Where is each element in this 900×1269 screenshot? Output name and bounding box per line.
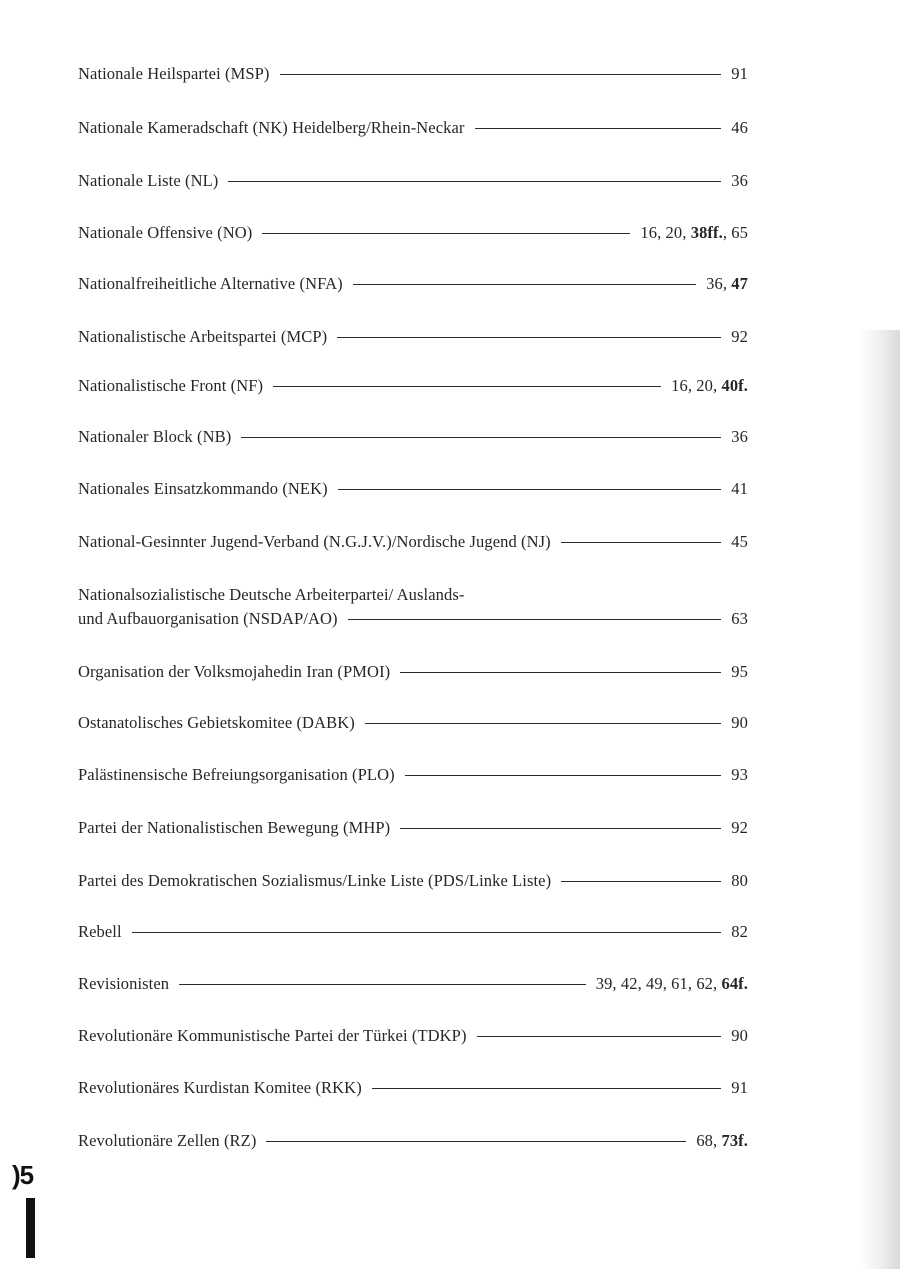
leader-line — [132, 932, 722, 933]
index-entry — [78, 272, 748, 296]
entry-pages: 93 — [731, 765, 748, 784]
entry-pages — [671, 374, 748, 398]
entry-pages: 36 — [731, 427, 748, 446]
entry-pages — [696, 1129, 748, 1153]
margin-bar — [26, 1198, 35, 1258]
entry-name: Nationale Liste (NL) — [78, 171, 219, 190]
entry-pages: 45 — [731, 532, 748, 551]
index-entry — [78, 583, 748, 631]
pages-regular: 16, 20, — [671, 376, 722, 395]
leader-line — [477, 1036, 722, 1037]
pages-regular: 68, — [696, 1131, 722, 1150]
entry-name: Nationales Einsatzkommando (NEK) — [78, 479, 328, 498]
index-entry — [78, 325, 748, 349]
leader-line — [365, 723, 721, 724]
leader-line — [475, 128, 722, 129]
pages-main-reference: 40f. — [721, 376, 748, 395]
entry-pages — [706, 272, 748, 296]
index-entry — [78, 530, 748, 554]
pages-regular: 36, — [706, 274, 732, 293]
entry-name: und Aufbauorganisation (NSDAP/AO) — [78, 609, 338, 628]
index-entry — [78, 972, 748, 996]
index-entry — [78, 221, 748, 245]
entry-name: Rebell — [78, 922, 122, 941]
leader-line — [348, 619, 722, 620]
index-entry — [78, 374, 748, 398]
index-entry — [78, 425, 748, 449]
leader-line — [280, 74, 722, 75]
leader-line — [561, 881, 721, 882]
entry-pages: 91 — [731, 64, 748, 83]
entry-name: Nationale Offensive (NO) — [78, 223, 253, 242]
entry-name: Nationalistische Front (NF) — [78, 376, 264, 395]
entry-pages: 36 — [731, 171, 748, 190]
index-entry — [78, 763, 748, 787]
pages-main-reference: 38ff. — [690, 223, 723, 242]
entry-name: Nationaler Block (NB) — [78, 427, 232, 446]
entry-pages: 95 — [731, 662, 748, 681]
entry-name: National-Gesinnter Jugend-Verband (N.G.J.V.)/Nordische Jugend (NJ) — [78, 532, 551, 551]
entry-name: Nationalistische Arbeitspartei (MCP) — [78, 327, 328, 346]
leader-line — [179, 984, 586, 985]
entry-pages: 41 — [731, 479, 748, 498]
pages-main-reference: 64f. — [721, 974, 748, 993]
leader-line — [400, 828, 721, 829]
entry-pages: 90 — [731, 1026, 748, 1045]
index-entry — [78, 869, 748, 893]
index-entry — [78, 711, 748, 735]
entry-name: Revolutionäres Kurdistan Komitee (RKK) — [78, 1078, 362, 1097]
entry-pages: 63 — [731, 609, 748, 628]
index-entry — [78, 116, 748, 140]
entry-pages — [596, 972, 748, 996]
entry-name: Partei der Nationalistischen Bewegung (MHP) — [78, 818, 391, 837]
index-entry — [78, 816, 748, 840]
entry-name: Revolutionäre Kommunistische Partei der Türkei (TDKP) — [78, 1026, 467, 1045]
entry-name: Palästinensische Befreiungsorganisation (PLO) — [78, 765, 395, 784]
leader-line — [337, 337, 721, 338]
index-entry — [78, 169, 748, 193]
entry-name: Revisionisten — [78, 974, 170, 993]
leader-line — [338, 489, 722, 490]
pages-main-reference: 47 — [731, 274, 748, 293]
entry-pages: 91 — [731, 1078, 748, 1097]
entry-name: Organisation der Volksmojahedin Iran (PMOI) — [78, 662, 391, 681]
entry-name: Revolutionäre Zellen (RZ) — [78, 1131, 257, 1150]
entry-pages — [640, 221, 748, 245]
entry-pages: 46 — [731, 118, 748, 137]
index-entry — [78, 1024, 748, 1048]
index-entry — [78, 920, 748, 944]
entry-pages: 90 — [731, 713, 748, 732]
index-entry — [78, 1129, 748, 1153]
leader-line — [353, 284, 696, 285]
leader-line — [266, 1141, 686, 1142]
entry-name: Ostanatolisches Gebietskomitee (DABK) — [78, 713, 355, 732]
pages-main-reference: 73f. — [721, 1131, 748, 1150]
index-entry — [78, 477, 748, 501]
entry-name: Nationalfreiheitliche Alternative (NFA) — [78, 274, 343, 293]
leader-line — [372, 1088, 722, 1089]
scan-edge-shadow — [860, 330, 900, 1269]
index-entry — [78, 62, 748, 86]
index-entry — [78, 1076, 748, 1100]
entry-name: Nationale Heilspartei (MSP) — [78, 64, 270, 83]
entry-pages: 92 — [731, 327, 748, 346]
entry-name-line1: Nationalsozialistische Deutsche Arbeiterpartei/ Auslands- — [78, 585, 465, 604]
entry-pages: 80 — [731, 871, 748, 890]
leader-line — [273, 386, 661, 387]
page-number: )5 — [12, 1160, 34, 1190]
leader-line — [228, 181, 721, 182]
entry-pages: 92 — [731, 818, 748, 837]
index-entry — [78, 660, 748, 684]
leader-line — [405, 775, 722, 776]
leader-line — [241, 437, 721, 438]
leader-line — [400, 672, 721, 673]
pages-regular: , 65 — [722, 223, 748, 242]
pages-regular: 16, 20, — [640, 223, 691, 242]
entry-name: Nationale Kameradschaft (NK) Heidelberg/Rhein-Neckar — [78, 118, 465, 137]
entry-name: Partei des Demokratischen Sozialismus/Linke Liste (PDS/Linke Liste) — [78, 871, 552, 890]
leader-line — [561, 542, 722, 543]
entry-pages: 82 — [731, 922, 748, 941]
leader-line — [262, 233, 630, 234]
pages-regular: 39, 42, 49, 61, 62, — [595, 974, 722, 993]
